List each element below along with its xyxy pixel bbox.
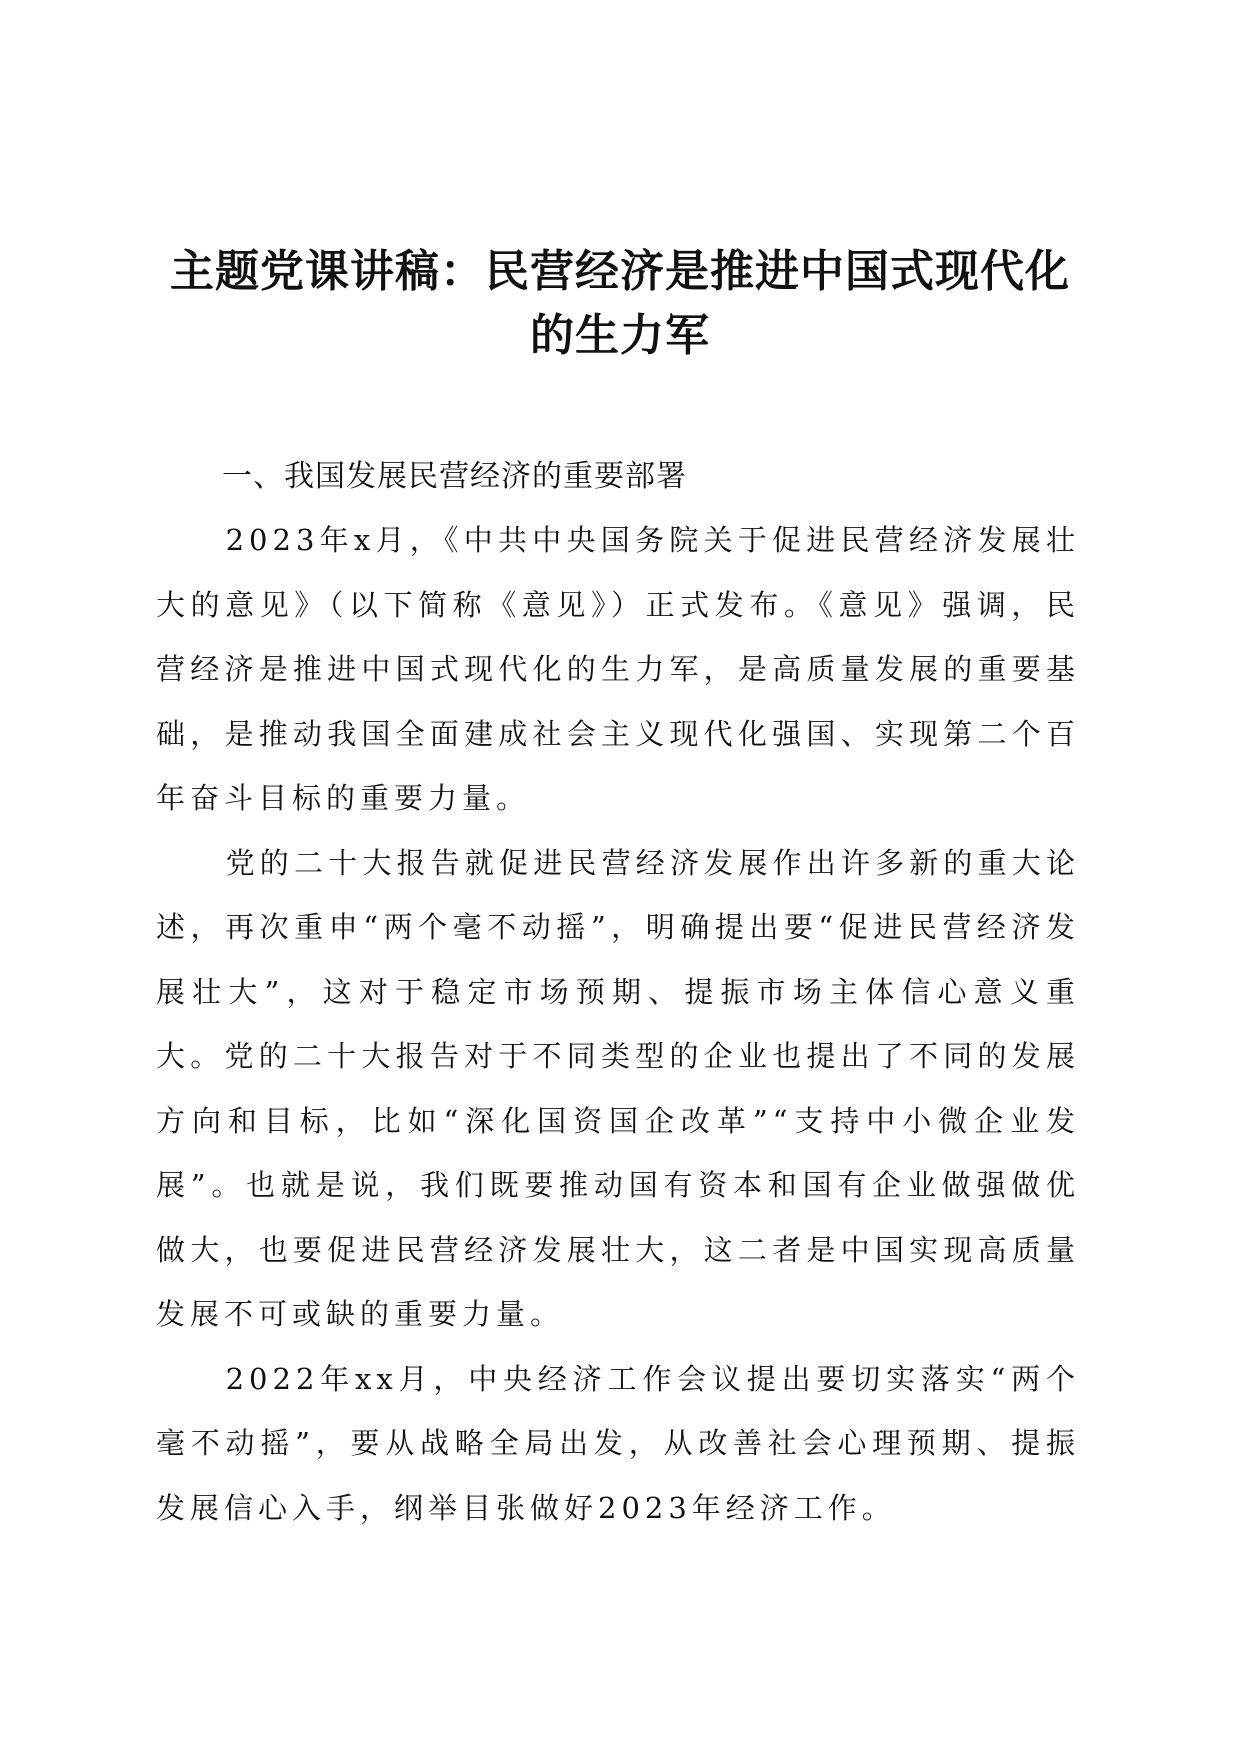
paragraph-3: 2022年xx月，中央经济工作会议提出要切实落实“两个毫不动摇”，要从战略全局出发，从改善社会心理预期、提振发展信心入手，纲举目张做好2023年经济工作。 bbox=[156, 1361, 1080, 1525]
document-title bbox=[150, 240, 1090, 368]
title-line-2: 的生力军 bbox=[530, 310, 710, 361]
section-heading: 一、我国发展民营经济的重要部署 bbox=[222, 459, 687, 494]
document-body bbox=[156, 508, 1080, 1540]
paragraph-1: 2023年x月，《中共中央国务院关于促进民营经济发展壮大的意见》（以下简称《意见》）正式发布。《意见》强调，民营经济是推进中国式现代化的生力军，是高质量发展的重要基础，是推动我国全面建成社会主义现代化强国、实现第二个百年奋斗目标的重要力量。 bbox=[156, 523, 1080, 815]
paragraph-2: 党的二十大报告就促进民营经济发展作出许多新的重大论述，再次重申“两个毫不动摇”，明确提出要“促进民营经济发展壮大”，这对于稳定市场预期、提振市场主体信心意义重大。党的二十大报告对于不同类型的企业也提出了不同的发展方向和目标，比如“深化国资国企改革”“支持中小微企业发展”。也就是说，我们既要推动国有资本和国有企业做强做优做大，也要促进民营经济发展壮大，这二者是中国实现高质量发展不可或缺的重要力量。 bbox=[156, 845, 1080, 1331]
title-line-1: 主题党课讲稿：民营经济是推进中国式现代化 bbox=[170, 246, 1070, 297]
